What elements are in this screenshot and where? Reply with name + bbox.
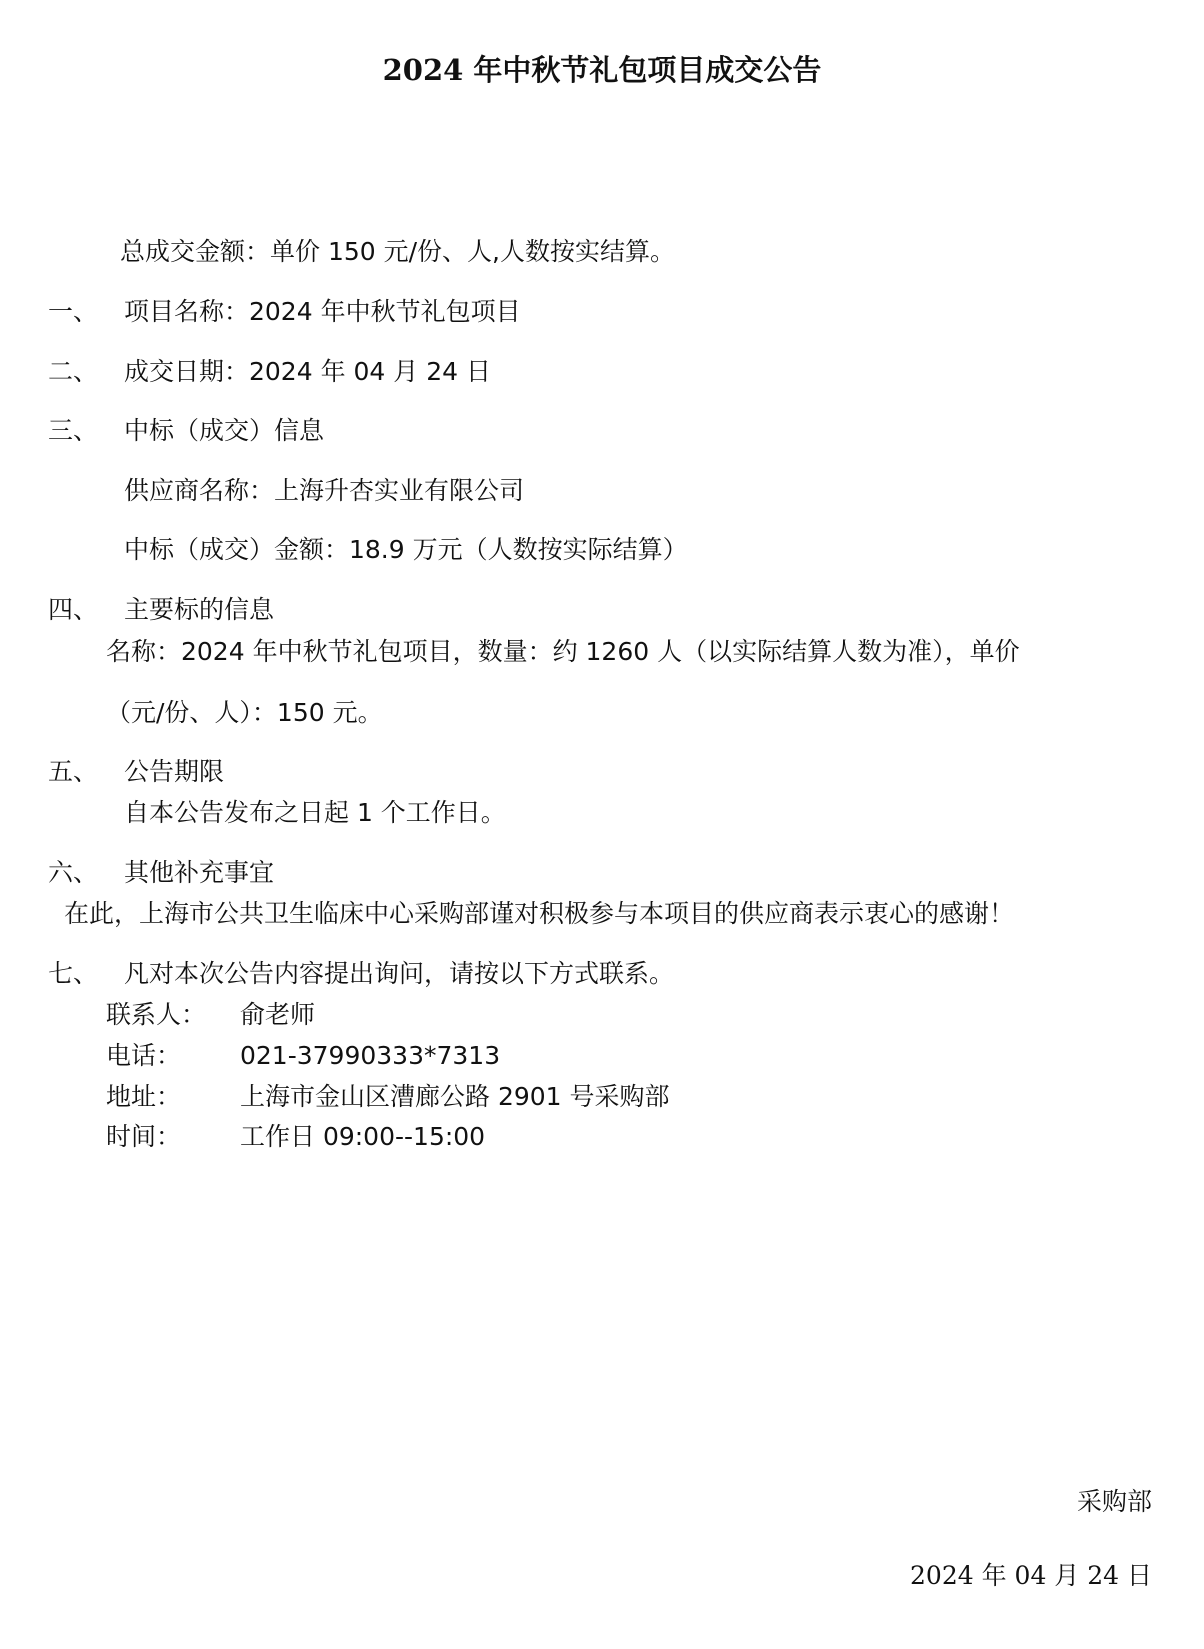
phone-value: 021-37990333*7313 xyxy=(240,1041,501,1070)
announcement-period: 自本公告发布之日起 1 个工作日。 xyxy=(124,798,506,827)
supplier-name: 供应商名称：上海升杏实业有限公司 xyxy=(124,476,525,505)
section-6-heading: 其他补充事宜 xyxy=(124,858,275,887)
hours-label: 时间： xyxy=(106,1122,182,1151)
subject-line-2: （元/份、人）：150 元。 xyxy=(106,698,383,727)
section-5-number: 五、 xyxy=(48,757,99,786)
section-2-heading: 成交日期：2024 年 04 月 24 日 xyxy=(124,357,491,386)
section-7-heading: 凡对本次公告内容提出询问，请按以下方式联系。 xyxy=(124,959,675,988)
hours-value: 工作日 09:00--15:00 xyxy=(240,1122,486,1151)
address-label: 地址： xyxy=(106,1082,182,1111)
signature-department: 采购部 xyxy=(1076,1487,1152,1516)
award-amount: 中标（成交）金额：18.9 万元（人数按实际结算） xyxy=(124,535,688,564)
contact-person-label: 联系人： xyxy=(106,1000,207,1029)
thanks-note: 在此，上海市公共卫生临床中心采购部谨对积极参与本项目的供应商表示衷心的感谢！ xyxy=(64,899,1015,928)
section-2-number: 二、 xyxy=(48,357,99,386)
phone-label: 电话： xyxy=(106,1041,182,1070)
section-7-number: 七、 xyxy=(48,959,99,988)
document-title: 2024 年中秋节礼包项目成交公告 xyxy=(382,53,822,87)
subject-line-1: 名称：2024 年中秋节礼包项目，数量：约 1260 人（以实际结算人数为准），单价 xyxy=(106,637,1020,666)
signature-date: 2024 年 04 月 24 日 xyxy=(910,1561,1152,1590)
section-1-number: 一、 xyxy=(48,297,99,326)
contact-person-value: 俞老师 xyxy=(240,1000,316,1029)
section-5-heading: 公告期限 xyxy=(124,757,225,786)
section-3-heading: 中标（成交）信息 xyxy=(124,416,325,445)
total-amount: 总成交金额：单价 150 元/份、人,人数按实结算。 xyxy=(120,237,675,266)
section-4-number: 四、 xyxy=(48,595,99,624)
section-4-heading: 主要标的信息 xyxy=(124,595,275,624)
section-1-heading: 项目名称：2024 年中秋节礼包项目 xyxy=(124,297,521,326)
address-value: 上海市金山区漕廊公路 2901 号采购部 xyxy=(240,1082,670,1111)
section-3-number: 三、 xyxy=(48,416,99,445)
section-6-number: 六、 xyxy=(48,858,99,887)
